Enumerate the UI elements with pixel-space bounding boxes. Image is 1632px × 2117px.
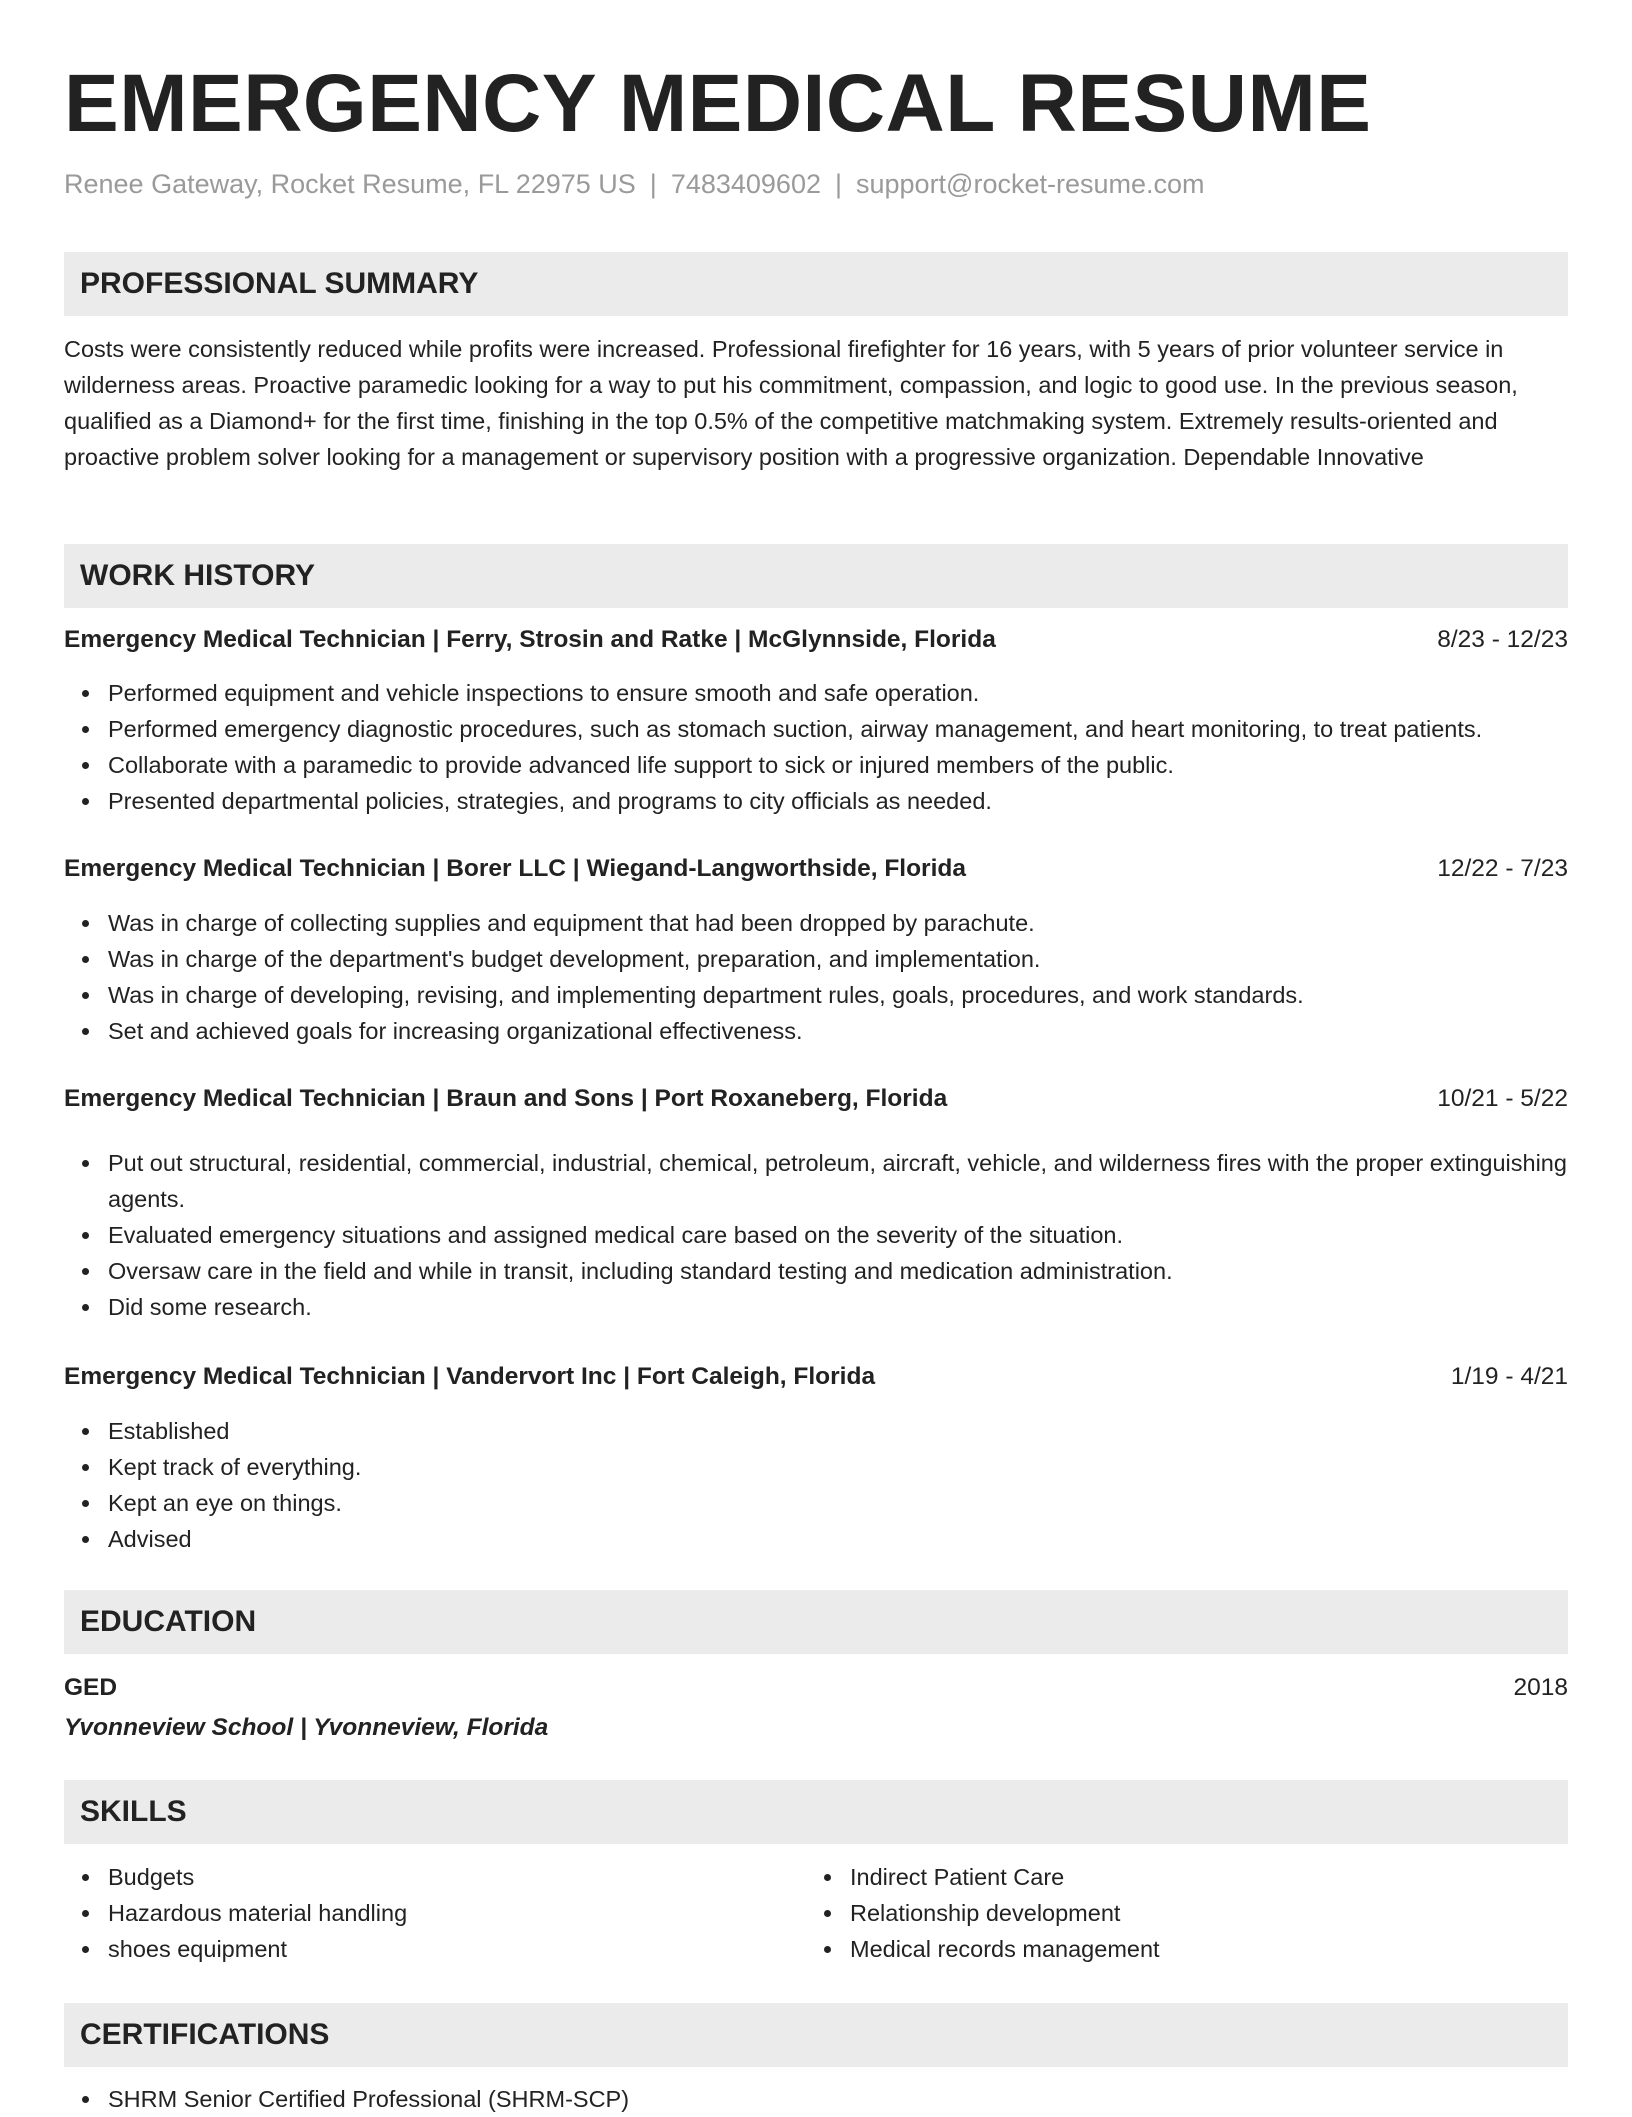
list-item: Presented departmental policies, strategies, and programs to city officials as needed. [108,783,1568,819]
list-item: Collaborate with a paramedic to provide advanced life support to sick or injured members of the public. [108,747,1568,783]
contact-phone: 7483409602 [670,169,821,199]
section-title: SKILLS [80,1795,187,1828]
job-duties [64,675,1568,819]
list-item: Relationship development [850,1895,1632,1931]
list-item: Performed equipment and vehicle inspections to ensure smooth and safe operation. [108,675,1568,711]
contact-separator: | [834,169,842,199]
list-item: Hazardous material handling [108,1895,1568,1931]
list-item: Established [108,1413,1568,1449]
job-dates: 10/21 - 5/22 [1437,1085,1568,1112]
list-item: Was in charge of the department's budget development, preparation, and implementation. [108,941,1568,977]
summary-text: Costs were consistently reduced while profits were increased. Professional firefighter for 16 years, with 5 years of prior volunteer service in wilderness areas. Proactive paramedic looking for a way to put his commitment, compassion, and logic to good use. In the previous season, qualified as a Diamond+ for the first time, finishing in the top 0.5% of the competitive matchmaking system. Extremely results-oriented and proactive problem solver looking for a management or supervisory position with a progressive organization. Dependable Innovative [64,336,1518,470]
contact-line [64,166,1205,202]
skills-list-right [806,1859,1632,1967]
contact-separator: | [649,169,657,199]
education-degree: GED [64,1674,118,1701]
job-duties [64,1413,1568,1557]
list-item: Kept an eye on things. [108,1485,1568,1521]
contact-address: Renee Gateway, Rocket Resume, FL 22975 US [64,169,636,199]
job-dates: 12/22 - 7/23 [1437,855,1568,882]
job-title: Emergency Medical Technician | Ferry, Strosin and Ratke | McGlynnside, Florida [64,626,996,653]
job-header [64,851,1568,887]
list-item: Oversaw care in the field and while in transit, including standard testing and medication administration. [108,1253,1568,1289]
education-school: Yvonneview School | Yvonneview, Florida [64,1714,549,1741]
list-item: Medical records management [850,1931,1632,1967]
contact-email: support@rocket-resume.com [856,169,1205,199]
list-item: Set and achieved goals for increasing organizational effectiveness. [108,1013,1568,1049]
job-title: Emergency Medical Technician | Borer LLC | Wiegand-Langworthside, Florida [64,855,966,882]
list-item: Advised [108,1521,1568,1557]
list-item: Was in charge of collecting supplies and equipment that had been dropped by parachute. [108,905,1568,941]
section-title: EDUCATION [80,1605,257,1638]
job-duties [64,1145,1568,1325]
job-dates: 8/23 - 12/23 [1437,626,1568,653]
resume-title: EMERGENCY MEDICAL RESUME [64,58,1372,149]
section-header-skills [64,1780,1568,1844]
education-year: 2018 [1513,1674,1568,1701]
list-item: SHRM Senior Certified Professional (SHRM-SCP) [108,2081,1568,2117]
section-header-summary [64,252,1568,316]
list-item: Did some research. [108,1289,1568,1325]
list-item: Put out structural, residential, commercial, industrial, chemical, petroleum, aircraft, vehicle, and wilderness fires with the proper extinguishing agents. [108,1145,1568,1217]
section-title: PROFESSIONAL SUMMARY [80,267,479,300]
list-item: Budgets [108,1859,1568,1895]
list-item: shoes equipment [108,1931,1568,1967]
list-item: Performed emergency diagnostic procedures, such as stomach suction, airway management, and heart monitoring, to treat patients. [108,711,1568,747]
education-header [64,1670,1568,1706]
section-title: WORK HISTORY [80,559,316,592]
job-dates: 1/19 - 4/21 [1450,1363,1568,1390]
section-header-education [64,1590,1568,1654]
section-header-work-history [64,544,1568,608]
job-header [64,622,1568,658]
job-title: Emergency Medical Technician | Vandervort Inc | Fort Caleigh, Florida [64,1363,876,1390]
job-duties [64,905,1568,1049]
list-item: Was in charge of developing, revising, and implementing department rules, goals, procedures, and work standards. [108,977,1568,1013]
job-header [64,1081,1568,1117]
list-item: Kept track of everything. [108,1449,1568,1485]
job-title: Emergency Medical Technician | Braun and Sons | Port Roxaneberg, Florida [64,1085,948,1112]
job-header [64,1359,1568,1395]
section-header-certifications [64,2003,1568,2067]
list-item: Indirect Patient Care [850,1859,1632,1895]
list-item: Evaluated emergency situations and assigned medical care based on the severity of the situation. [108,1217,1568,1253]
section-title: CERTIFICATIONS [80,2018,330,2051]
